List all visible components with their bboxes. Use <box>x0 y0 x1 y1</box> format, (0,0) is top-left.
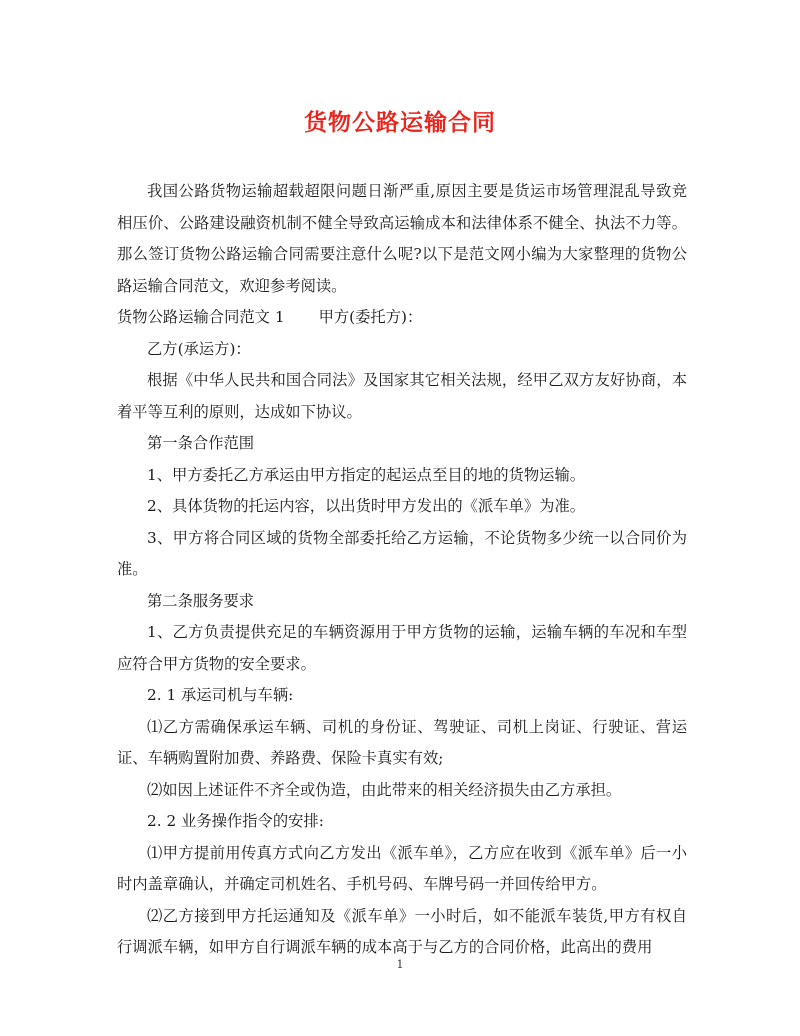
section-2-2-item: ⑴甲方提前用传真方式向乙方发出《派车单》，乙方应在收到《派车单》后一小时内盖章确认，并确定司机姓名、手机号码、车牌号码一并回传给甲方。 <box>117 843 687 893</box>
party-a: 甲方(委托方)： <box>318 308 423 326</box>
article1-item: 1、甲方委托乙方承运由甲方指定的起运点至目的地的货物运输。 <box>147 465 586 484</box>
article2-heading: 第二条服务要求 <box>147 591 255 610</box>
article1-heading: 第一条合作范围 <box>147 434 255 452</box>
section-2-1-heading: 2. 1 承运司机与车辆: <box>147 686 294 704</box>
section-2-1-item: ⑵如因上述证件不齐全或伪造，由此带来的相关经济损失由乙方承担。 <box>147 780 622 799</box>
page-title: 货物公路运输合同 <box>304 109 496 136</box>
sample-line <box>117 302 687 334</box>
section-2-2-heading: 2. 2 业务操作指令的安排: <box>147 812 324 830</box>
page-number: 1 <box>396 958 404 971</box>
party-b: 乙方(承运方)： <box>147 339 251 358</box>
document-body <box>117 176 687 964</box>
section-2-1-item: ⑴乙方需确保承运车辆、司机的身份证、驾驶证、司机上岗证、行驶证、营运证、车辆购置附加费、养路费、保险卡真实有效; <box>117 717 687 767</box>
section-2-2-item: ⑵乙方接到甲方托运通知及《派车单》一小时后，如不能派车装货,甲方有权自行调派车辆，如甲方自行调派车辆的成本高于与乙方的合同价格，此高出的费用 <box>117 906 687 956</box>
article1-item: 2、具体货物的托运内容，以出货时甲方发出的《派车单》为准。 <box>147 497 586 515</box>
intro-paragraph: 我国公路货物运输超载超限问题日渐严重,原因主要是货运市场管理混乱导致竞相压价、公路建设融资机制不健全导致高运输成本和法律体系不健全、执法不力等。那么签订货物公路运输合同需要注意什么呢?以下是范文网小编为大家整理的货物公路运输合同范文，欢迎参考阅读。 <box>117 182 687 295</box>
article1-item: 3、甲方将合同区域的货物全部委托给乙方运输，不论货物多少统一以合同价为准。 <box>117 528 687 578</box>
article2-item: 1、乙方负责提供充足的车辆资源用于甲方货物的运输，运输车辆的车况和车型应符合甲方货物的安全要求。 <box>117 623 687 673</box>
sample-label: 货物公路运输合同范文 1 <box>117 308 285 326</box>
basis-paragraph: 根据《中华人民共和国合同法》及国家其它相关法规，经甲乙双方友好协商，本着平等互利的原则，达成如下协议。 <box>117 371 687 421</box>
